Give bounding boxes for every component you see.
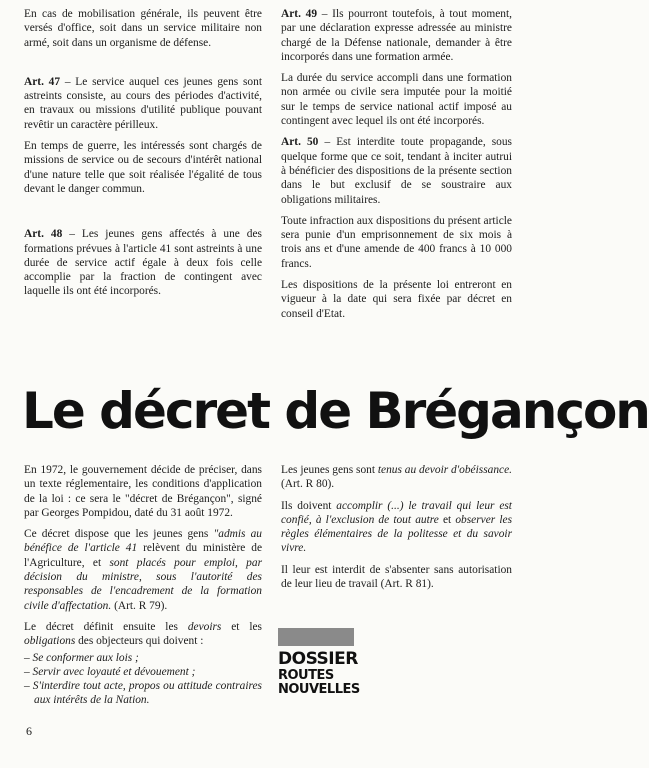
text-run-italic: sont placés pour emploi, par décision du ministre, sous l'autorité des responsables de l'encadrement de la formation civile d'affectation.: [24, 556, 263, 612]
decree-dispose-paragraph: [24, 527, 262, 613]
duties-intro-paragraph: [24, 620, 262, 649]
work-duties-paragraph: [281, 499, 512, 556]
absence-paragraph: Il leur est interdit de s'absenter sans autorisation de leur lieu de travail (Art. R 81).: [281, 563, 512, 591]
page-number: 6: [26, 724, 32, 738]
article-49-text: – Ils pourront toutefois, à tout moment, par une déclaration expresse adressée au ministre chargé de la Défense nationale, demander à être incorporés dans une formation armée.: [281, 8, 512, 63]
article-50-text: – Est interdite toute propagande, sous quelque forme que ce soit, tendant à inciter autrui à bénéficier des dispositions de la présente section dans le but exclusif de se soustraire aux obligations militaires.: [281, 136, 512, 206]
top-left-column: [24, 7, 262, 306]
article-49-label: Art. 49: [281, 8, 318, 20]
service-duration-paragraph: La durée du service accompli dans une formation non armée ou civile sera imputée pour la moitié sur le temps de service national actif imposé au contingent avec lequel ils ont été incorporés.: [281, 72, 512, 128]
text-run: des objecteurs qui doivent :: [75, 635, 204, 648]
logo-text: [278, 649, 360, 697]
top-right-column: [281, 7, 512, 328]
article-47: [24, 75, 262, 132]
duties-list: [24, 651, 262, 708]
text-run-italic: "admis au bénéfice de l'article 41: [24, 528, 262, 555]
article-48: [24, 227, 262, 298]
duty-item: – Se conformer aux lois ;: [24, 651, 139, 664]
text-run: Ce décret dispose que les jeunes gens: [24, 528, 214, 541]
text-run: et: [438, 513, 456, 526]
article-headline: Le décret de Brégançon: [22, 382, 649, 440]
text-run: (Art. R 80).: [281, 478, 335, 491]
text-run: Les jeunes gens sont: [281, 464, 378, 476]
duty-item: – Servir avec loyauté et dévouement ;: [24, 665, 196, 678]
text-run: et les: [221, 620, 262, 633]
entry-into-force-paragraph: Les dispositions de la présente loi entreront en vigueur à la date qui sera fixée par décret en conseil d'Etat.: [281, 279, 512, 320]
war-time-paragraph: En temps de guerre, les intéressés sont chargés de missions de service ou de secours d'intérêt national d'une nature telle que soit réalisée l'égalité de tous devant le danger commun.: [24, 140, 262, 195]
text-run: relèvent du ministère de l'Agriculture, et: [24, 542, 262, 569]
logo-line-dossier: DOSSIER: [278, 649, 358, 669]
text-run: Le décret définit ensuite les: [24, 620, 188, 633]
article-49: [281, 7, 512, 64]
text-run-italic: accomplir (...) le travail qui leur est confié, à l'exclusion de tout autre: [281, 499, 512, 526]
article-48-text: – Les jeunes gens affectés à une des formations prévues à l'article 41 sont astreints à une durée de service actif égale à deux fois celle accomplie par la fraction de contingent avec laquelle ils ont été incorporés.: [24, 228, 262, 298]
article-47-text: – Le service auquel ces jeunes gens sont astreints consiste, au cours des périodes d'activité, en travaux ou missions d'utilité publique pouvant revêtir un caractère périlleux.: [24, 75, 262, 131]
decree-intro-paragraph: En 1972, le gouvernement décide de préciser, dans un texte réglementaire, les conditions d'application de la loi : ce sera le "décret de Brégançon", signé par Georges Pompidou, daté du 31 août 1972.: [24, 464, 262, 519]
text-run-italic: devoirs: [187, 620, 222, 633]
logo-line-nouvelles: NOUVELLES: [278, 682, 360, 697]
text-run-italic: obligations: [24, 635, 76, 648]
text-run: Ils doivent: [281, 499, 337, 512]
obedience-paragraph: [281, 463, 512, 492]
duty-item: – S'interdire tout acte, propos ou attitude contraires aux intérêts de la Nation.: [24, 680, 262, 707]
article-50-label: Art. 50: [281, 136, 319, 149]
article-47-label: Art. 47: [24, 75, 61, 88]
logo-line-routes: ROUTES: [278, 668, 334, 683]
bottom-left-column: [24, 463, 262, 708]
text-run: (Art. R 79).: [111, 599, 168, 612]
article-48-label: Art. 48: [24, 228, 63, 241]
bottom-right-column: [281, 463, 512, 598]
text-run-italic: tenus au devoir d'obéissance.: [377, 464, 512, 476]
dossier-routes-nouvelles-logo: [278, 628, 360, 697]
mobilisation-paragraph: En cas de mobilisation générale, ils peuvent être versés d'office, soit dans un service militaire non armé, soit dans un organisme de défense.: [24, 8, 262, 49]
infraction-paragraph: Toute infraction aux dispositions du présent article sera punie d'un emprisonnement de six mois à trois ans et d'une amende de 400 francs à 10 000 francs.: [281, 214, 512, 270]
article-50: [281, 135, 512, 206]
logo-grey-bar: [278, 628, 354, 646]
text-run-italic: observer les règles élémentaires de la politesse et du savoir vivre.: [281, 513, 512, 555]
